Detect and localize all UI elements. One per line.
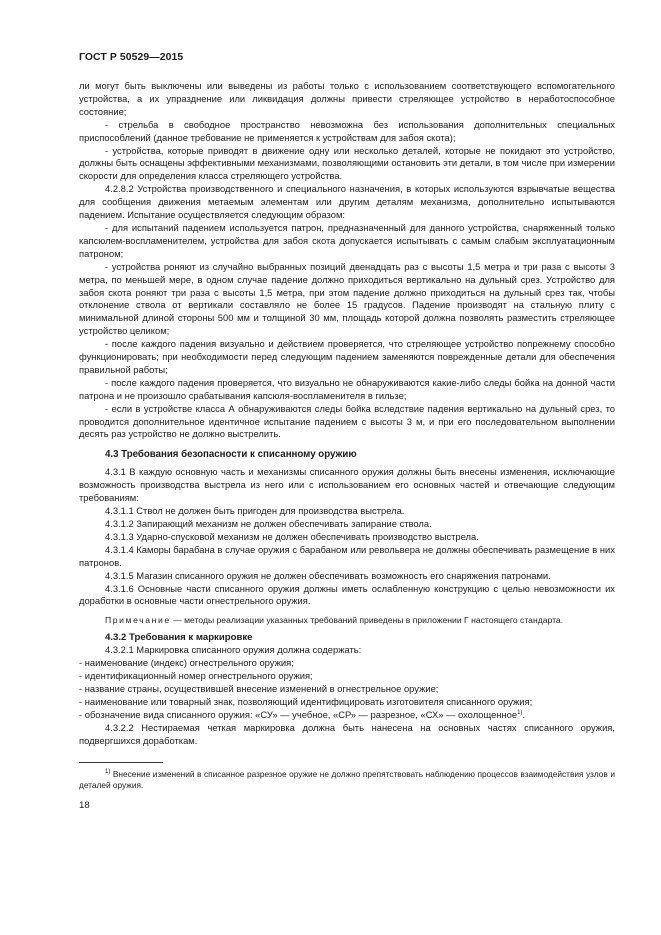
paragraph: 4.3.1.3 Ударно-спусковой механизм не должен обеспечивать производство выстрела. — [105, 530, 479, 542]
note — [79, 614, 615, 626]
paragraph: 4.3.1.6 Основные части списанного оружия должны иметь ослабленную конструкцию с целью невозможности их доработки в основные части огнестрельного оружия. — [79, 582, 615, 607]
paragraph: 4.3.1.1 Ствол не должен быть пригоден для производства выстрела. — [105, 505, 405, 517]
footnote-text: Внесение изменений в списанное разрезное оружие не должно препятствовать наблюдению процессов взаимодействия узлов и деталей оружия. — [79, 768, 615, 790]
paragraph: 4.3.2.2 Нестираемая четкая маркировка должна быть нанесена на основных частях списанного оружия, подвергшихся доработкам. — [79, 721, 615, 746]
paragraph: - устройства, которые приводят в движение одну или несколько деталей, которые не покидают это устройство, должны быть оснащены эффективными механизмами, позволяющими остановить эти детали, в том числе при измерении скорости для определения класса стреляющего устройства. — [79, 144, 615, 182]
note-text: — методы реализации указанных требований приведены в приложении Г настоящего стандарта. — [170, 615, 564, 626]
section-4-3-2-body — [79, 644, 615, 747]
document-page — [79, 52, 615, 811]
standard-header: ГОСТ Р 50529—2015 — [79, 52, 184, 63]
paragraph: - после каждого падения визуально и действием проверяется, что стреляющее устройство попрежнему способно функционировать; при необходимости перед следующим падением заменяются поврежденные детали для обеспечения правильной работы; — [79, 338, 615, 375]
paragraph: 4.3.1 В каждую основную часть и механизмы списанного оружия должны быть внесены изменения, исключающие возможность производства выстрела из него или с использованием его основных частей и отвечающие следующим требованиям: — [79, 466, 615, 504]
list-item: - наименование (индекс) огнестрельного оружия; — [79, 657, 294, 669]
note-label: Примечание — [105, 615, 171, 626]
section-4-3-body — [79, 466, 615, 608]
paragraph: 4.3.1.4 Каморы барабана в случае оружия с барабаном или револьвера не должны обеспечивать размещение в них патронов. — [79, 543, 615, 568]
paragraph: - если в устройстве класса А обнаруживаются следы бойка вследствие падения вертикально на дульный срез, то проводится дополнительное идентичное испытание падением с высоты 3 м, и при его последовательном выполнении десять раз устройство не должно выстрелить. — [79, 402, 615, 440]
paragraph: 4.3.1.2 Запирающий механизм не должен обеспечивать запирание ствола. — [105, 518, 432, 529]
designation-text: - обозначение вида списанного оружия: «СУ» — учебное, «СР» — разрезное, «СХ» — охолощенное — [79, 708, 518, 720]
footnote-ref: 1) — [517, 709, 523, 716]
section-heading-4-3-2: 4.3.2 Требования к маркировке — [105, 632, 253, 644]
footnote-divider — [79, 762, 163, 763]
footnote-mark: 1) — [105, 768, 111, 775]
list-item — [79, 709, 615, 722]
page-number: 18 — [79, 800, 90, 812]
footnote — [79, 769, 615, 792]
paragraph: - для испытаний падением используется патрон, предназначенный для данного устройства, снаряженный только капсюлем-воспламенителем, устройства для забоя скота допускается испытывать с самым слабым эксплуатационным патроном; — [79, 221, 615, 259]
paragraph: 4.3.2.1 Маркировка списанного оружия должна содержать: — [105, 644, 362, 656]
top-paragraphs — [79, 80, 615, 441]
list-item: - название страны, осуществившей внесение изменений в огнестрельное оружие; — [79, 683, 439, 695]
section-heading-4-3: 4.3 Требования безопасности к списанному оружию — [105, 449, 357, 461]
paragraph: - после каждого падения проверяется, что визуально не обнаруживаются какие-либо следы бойка на донной части патрона и не произошло срабатывания капсюля-воспламенителя в гильзе; — [79, 376, 615, 401]
paragraph: - устройства роняют из случайно выбранных позиций двенадцать раз с высоты 1,5 метра и три раза с высоты 3 метра, по меньшей мере, в одном случае падение должно приходиться вертикально на дульный срез. Устройство для забоя скота роняют три раза с высоты 1,5 метра, при этом падение должно приходиться на дульный срез так, чтобы отклонение ствола от вертикали составляло не более 15 градусов. Падение производят на стальную плиту с минимальной длиной стороны 500 мм и толщиной 30 мм, площадь которой должна позволять разместить стреляющее устройство целиком; — [79, 260, 615, 337]
paragraph: ли могут быть выключены или выведены из работы только с использованием соответствующего вспомогательного устройства, а их упразднение или ликвидация должны привести стреляющее устройство в неработоспособное состояние; — [79, 80, 615, 117]
paragraph: - стрельба в свободное пространство невозможна без использования дополнительных специальных приспособлений (данное требование не применяется к устройствам для забоя скота); — [79, 118, 615, 143]
designation-end: . — [522, 708, 526, 720]
paragraph: 4.3.1.5 Магазин списанного оружия не должен обеспечивать возможность его снаряжения патронами. — [105, 569, 551, 581]
list-item: - наименование или товарный знак, позволяющий идентифицировать изготовителя списанного оружия; — [79, 695, 533, 707]
list-item: - идентификационный номер огнестрельного оружия; — [79, 670, 313, 682]
paragraph: 4.2.8.2 Устройства производственного и специального назначения, в которых используются взрывчатые вещества для сообщения движения метаемым элементам или другим деталям механизма, дополнительно испытываются падением. Испытание осуществляется следующим образом: — [79, 183, 615, 221]
